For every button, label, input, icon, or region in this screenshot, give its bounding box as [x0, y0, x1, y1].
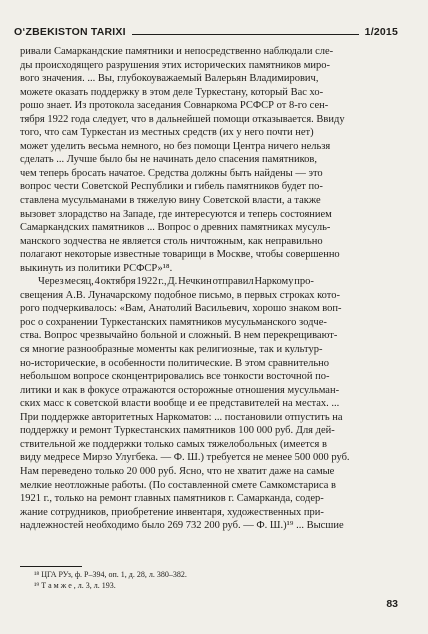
text-line: виду медресе Мирзо Улугбека. — Ф. Ш.) требуется не менее 500 000 руб.	[20, 452, 350, 464]
text-line: Нам переведено только 20 000 руб. Ясно, что не хватит даже на самые	[20, 465, 335, 477]
text-line: жание сотрудников, приобретение инвентаря, художественных при-	[20, 506, 324, 518]
footnotes	[20, 566, 398, 591]
issue-number: 1/2015	[364, 26, 398, 38]
text-line: ставлена мусульманами в тяжелую вину Советской власти, а также	[20, 195, 321, 207]
text-line: можете оказать поддержку в этом деле Туркестану, который Вас хо-	[20, 86, 324, 98]
text-line: литики и как в фокусе отражаются осторожные отношения мусульман-	[20, 384, 340, 396]
text-line: ствительной же поддержки только самых тяжелобольных (имеется в	[20, 438, 327, 450]
text-line: сделать ... Лучше было бы не начинать дело спасения памятников,	[20, 154, 317, 166]
footnote-18: ¹⁸ ЦГА РУз, ф. Р–394, оп. 1, д. 28, л. 380–382.	[34, 570, 187, 579]
text-line: тября 1922 года следует, что в дальнейшей помощи отказывается. Ввиду	[20, 113, 345, 125]
journal-title: O‘ZBEKISTON TARIXI	[14, 26, 126, 38]
text-line: Самаркандских памятников ... Вопрос о древних памятниках мусуль-	[20, 222, 331, 234]
text-line: ды происходящего разрушения этих исторических памятников миро-	[20, 59, 330, 71]
text-line: выкинуть из политики РСФСР»¹⁸.	[20, 262, 173, 274]
text-line: надлежностей необходимо было 269 732 200 руб. — Ф. Ш.)¹⁹ ... Высшие	[20, 520, 344, 532]
text-line: рос о сохранении Туркестанских памятников мусульманского зодче-	[20, 316, 327, 328]
text-line: При поддержке авторитетных Наркоматов: ... постановили отпустить на	[20, 411, 343, 423]
text-line: небольшом вопросе сконцентрировались все тонкости восточной по-	[20, 371, 330, 383]
text-line: ривали Самаркандские памятники и непосредственно наблюдали сле-	[20, 46, 334, 57]
text-line: ских масс к советской власти вообще и ее представителей на местах. ...	[20, 398, 340, 410]
text-line: 1921 г., только на ремонт главных памятников г. Самарканда, содер-	[20, 493, 324, 505]
text-line: может уделить весьма немного, но без помощи Центра ничего нельзя	[20, 140, 331, 152]
text-line: Через месяц, 4 октября 1922 г., Д. Нечкин отправил Наркому про-	[38, 276, 314, 288]
text-line: рошо знает. Из протокола заседания Совнаркома РСФСР от 8-го сен-	[20, 100, 329, 112]
header-rule	[132, 34, 359, 35]
text-line: вопрос чести Советской Республики и гибель памятников будет по-	[20, 181, 323, 193]
page-number: 83	[386, 598, 398, 610]
footnote-19: ¹⁹ Т а м ж е , л. 3, л. 193.	[34, 580, 116, 590]
text-line: манского зодчества не является столь ничтожным, как неправильно	[20, 235, 323, 247]
text-line: полагают некоторые известные товарищи в Москве, чтобы совершенно	[20, 249, 340, 261]
text-line: вызовет злорадство на Западе, где интересуются и теперь состоянием	[20, 208, 332, 220]
running-header	[14, 22, 398, 38]
text-line: чем теперь бросать начатое. Средства должны быть найдены — это	[20, 167, 323, 179]
text-line: того, что сам Туркестан из местных средств (их у него почти нет)	[20, 127, 314, 139]
text-line: ства. Вопрос чрезвычайно больной и сложный. В нем перекрещивают-	[20, 330, 338, 342]
text-line: рого подчеркивалось: «Вам, Анатолий Васильевич, хорошо знаком воп-	[20, 303, 342, 315]
text-line: свещения А.В. Луначарскому подобное письмо, в первых строках кото-	[20, 289, 340, 301]
footnote-rule	[20, 566, 82, 567]
paragraph-1	[20, 45, 398, 275]
article-body	[20, 45, 398, 533]
text-line: но-исторические, в особенности политические. В этом сравнительно	[20, 357, 329, 369]
text-line: ся многие разнообразные моменты как религиозные, так и культур-	[20, 344, 323, 356]
paragraph-2	[20, 275, 398, 532]
text-line: вого значения. ... Вы, глубокоуважаемый Валерьян Владимирович,	[20, 73, 319, 85]
text-line: мелкие неотложные работы. (По составленной смете Самкомстариса в	[20, 479, 337, 491]
text-line: поддержку и ремонт Туркестанских памятников 100 000 руб. Для дей-	[20, 425, 335, 437]
